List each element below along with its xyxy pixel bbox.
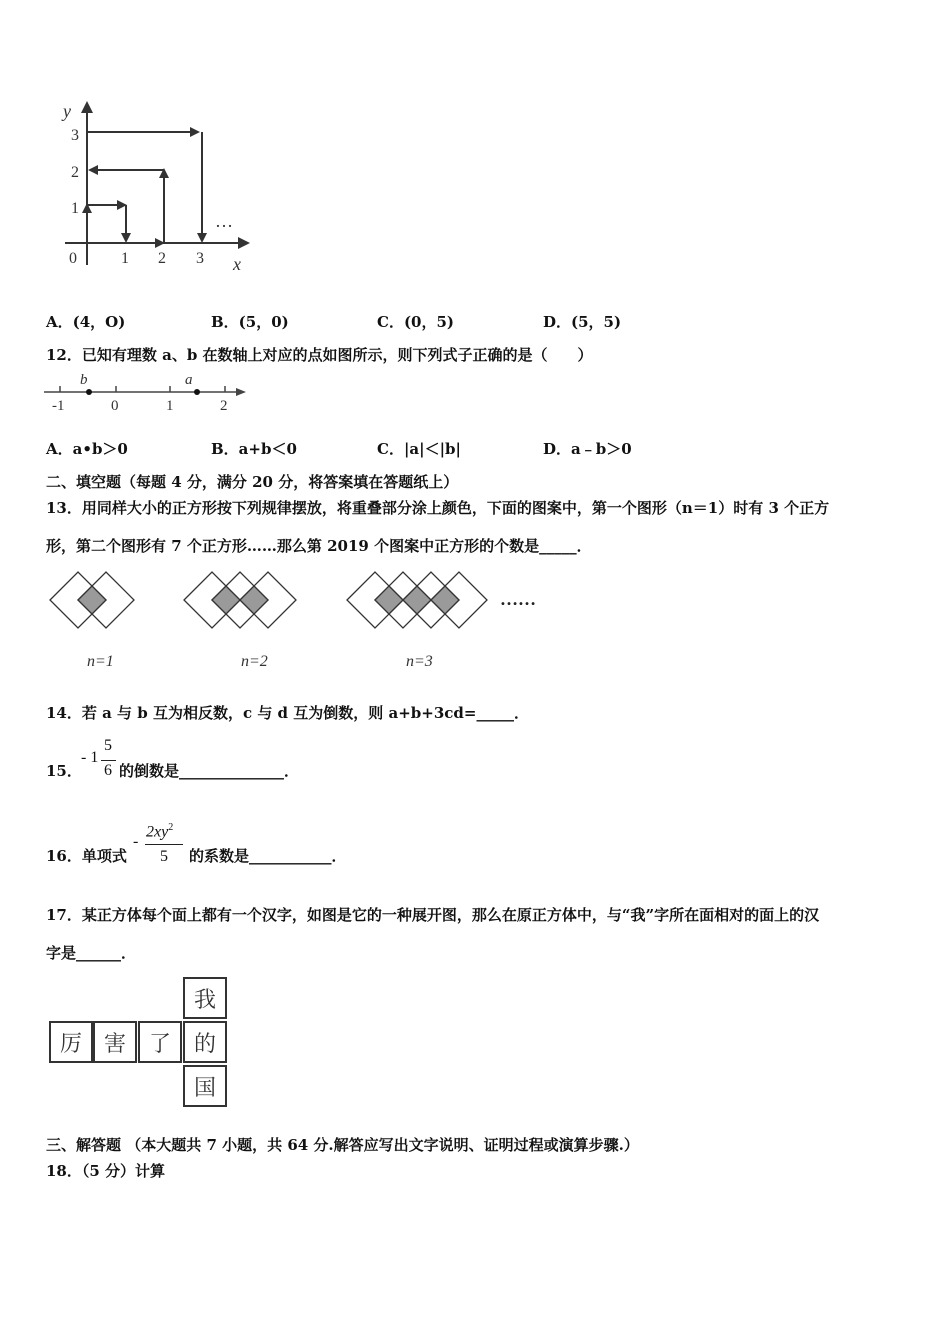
q15-prefix: 15． xyxy=(46,762,82,780)
y-axis-label: y xyxy=(63,101,71,121)
q17-line-1: 17．某正方体每个面上都有一个汉字，如图是它的一种展开图，那么在原正方体中，与“我”字所在面相对的面上的汉 xyxy=(46,906,820,924)
net-cell-row-1: 厉 xyxy=(49,1021,93,1063)
q15-denominator: 6 xyxy=(104,762,112,779)
n3-overlap-3 xyxy=(431,586,459,614)
q16-fraction-bar xyxy=(145,844,183,845)
q17-line-2: 字是______． xyxy=(46,944,137,962)
q12-option-d[interactable]: D．a﹣b＞0 xyxy=(543,440,632,458)
tick-label-1: 1 xyxy=(166,398,174,414)
q11-option-c[interactable]: C．(0，5) xyxy=(377,313,455,331)
n2-overlap-2 xyxy=(240,586,268,614)
n1-label: n=1 xyxy=(87,653,114,670)
q12-option-b[interactable]: B．a+b＜0 xyxy=(211,440,297,458)
n3-overlap-2 xyxy=(403,586,431,614)
net-cell-row-2: 害 xyxy=(93,1021,137,1063)
q18-question: 18．（5 分）计算 xyxy=(46,1162,166,1180)
y-tick-3: 3 xyxy=(71,127,79,144)
q16-exponent: 2 xyxy=(168,822,174,833)
n1-overlap xyxy=(78,586,106,614)
x-tick-3: 3 xyxy=(196,250,204,267)
x-tick-1: 1 xyxy=(121,250,129,267)
x-tick-2: 2 xyxy=(158,250,166,267)
q13-line-2: 形，第二个图形有 7 个正方形……那么第 2019 个图案中正方形的个数是_____． xyxy=(46,537,592,555)
net-cell-row-3: 了 xyxy=(138,1021,182,1063)
n3-label: n=3 xyxy=(406,653,433,670)
cube-net xyxy=(49,977,231,1111)
n3-overlap-1 xyxy=(375,586,403,614)
graph-ellipsis: … xyxy=(215,211,233,231)
point-a-label: a xyxy=(185,372,193,388)
y-tick-1: 1 xyxy=(71,200,79,217)
q11-option-a[interactable]: A．(4，O) xyxy=(46,313,126,331)
q11-option-d[interactable]: D．(5，5) xyxy=(543,313,622,331)
q11-coordinate-graph xyxy=(55,95,265,280)
tick-label-neg1: -1 xyxy=(52,398,65,414)
q11-option-b[interactable]: B．(5，0) xyxy=(211,313,289,331)
q16-numerator xyxy=(146,822,173,841)
n2-overlap-1 xyxy=(212,586,240,614)
q15-suffix: 的倒数是______________． xyxy=(119,762,300,780)
section-3-heading: 三、解答题 （本大题共 7 小题，共 64 分.解答应写出文字说明、证明过程或演算步骤.） xyxy=(46,1136,639,1154)
point-a xyxy=(194,389,200,395)
tick-label-0: 0 xyxy=(111,398,119,414)
q16-sign: - xyxy=(133,833,139,850)
q15-fraction-bar xyxy=(101,760,116,761)
section-2-heading: 二、填空题（每题 4 分，满分 20 分，将答案填在答题纸上） xyxy=(46,473,459,491)
q12-question: 12．已知有理数 a、b 在数轴上对应的点如图所示，则下列式子正确的是（ ） xyxy=(46,346,593,364)
q13-line-1: 13．用同样大小的正方形按下列规律摆放，将重叠部分涂上颜色，下面的图案中，第一个图形（n＝1）时有 3 个正方 xyxy=(46,499,830,517)
point-b xyxy=(86,389,92,395)
q16-numerator-base: 2xy xyxy=(146,823,169,841)
net-cell-row-4: 的 xyxy=(183,1021,227,1063)
origin-label: 0 xyxy=(69,250,77,267)
q16-denominator: 5 xyxy=(160,848,168,865)
q14-question: 14．若 a 与 b 互为相反数，c 与 d 互为倒数，则 a+b+3cd=_____． xyxy=(46,704,529,722)
q16-prefix: 16．单项式 xyxy=(46,847,127,865)
x-axis-label: x xyxy=(233,254,241,274)
q15-numerator: 5 xyxy=(104,737,112,754)
n2-label: n=2 xyxy=(241,653,268,670)
y-tick-2: 2 xyxy=(71,164,79,181)
q13-pattern-figures xyxy=(45,565,555,675)
q12-option-c[interactable]: C．|a|＜|b| xyxy=(377,440,461,458)
q15-sign: - 1 xyxy=(81,749,99,766)
pattern-ellipsis: …… xyxy=(500,589,536,609)
point-b-label: b xyxy=(80,372,88,388)
q12-number-line xyxy=(40,370,255,415)
net-cell-bottom: 国 xyxy=(183,1065,227,1107)
q12-option-a[interactable]: A．a•b＞0 xyxy=(46,440,128,458)
q16-suffix: 的系数是___________． xyxy=(189,847,347,865)
net-cell-top: 我 xyxy=(183,977,227,1019)
tick-label-2: 2 xyxy=(220,398,228,414)
